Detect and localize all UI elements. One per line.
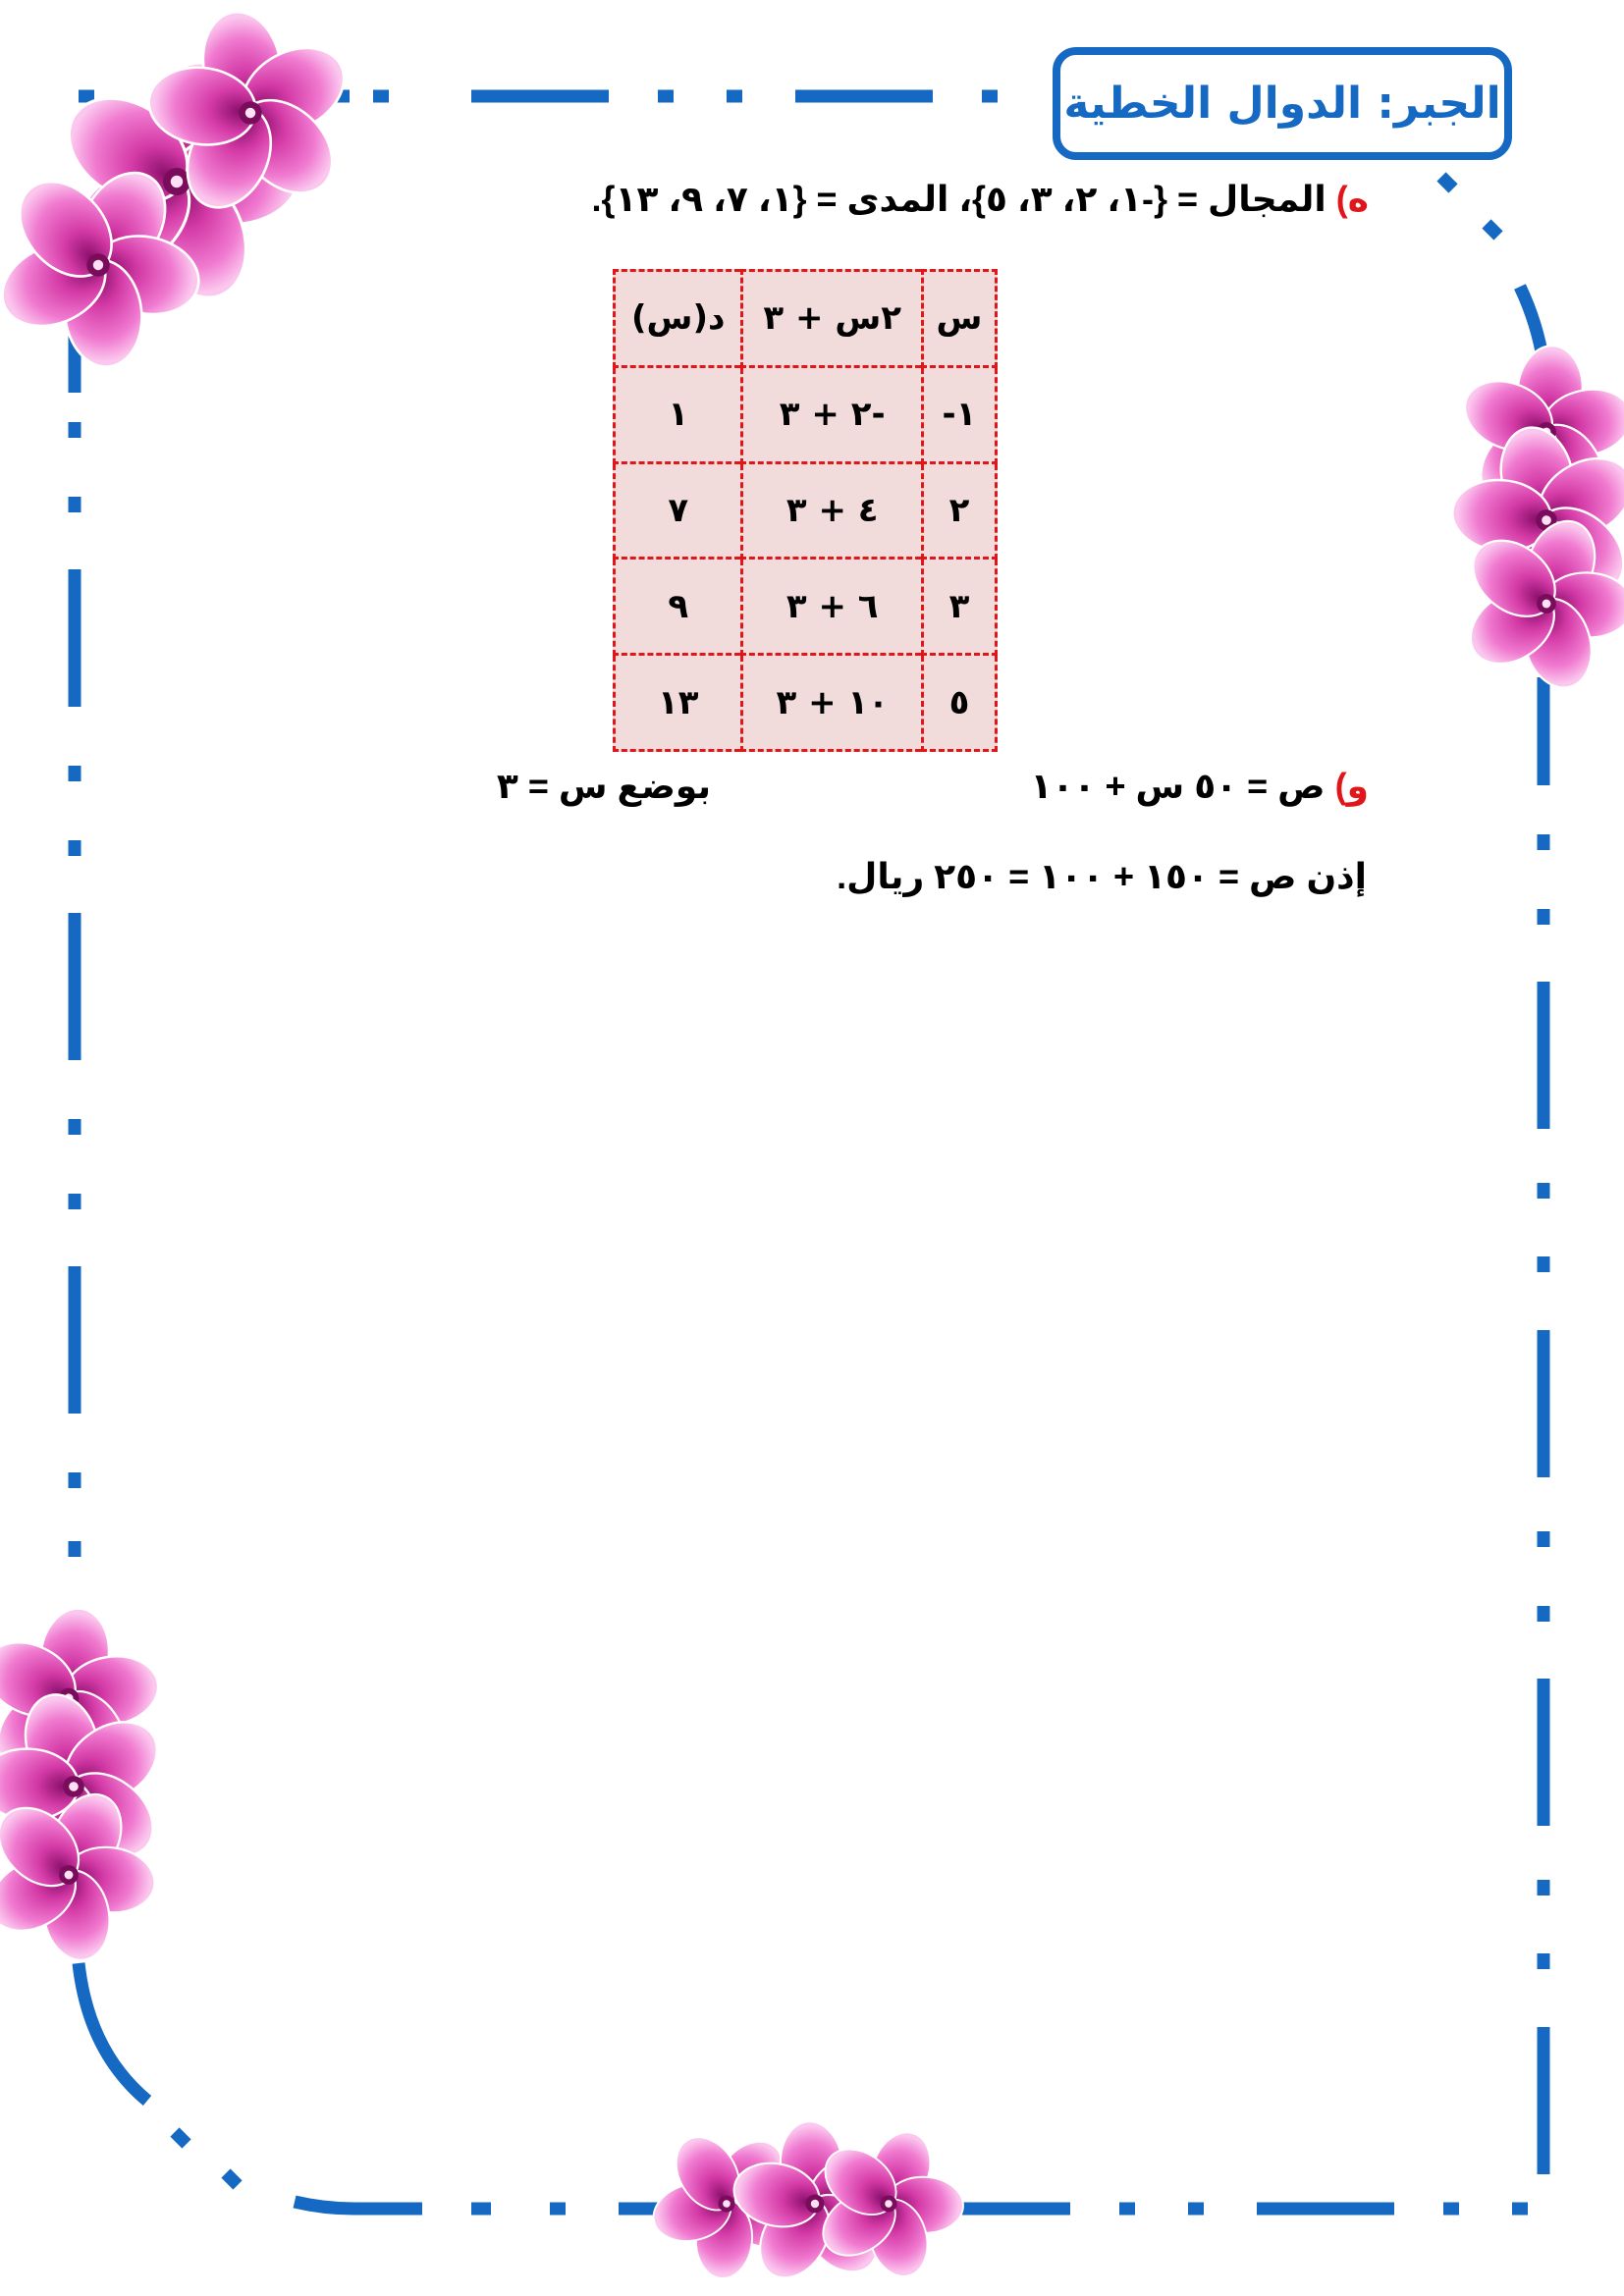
part-f-substitution: بوضع س = ٣ (496, 766, 711, 806)
table-row (615, 655, 997, 751)
flower-right (1429, 338, 1624, 719)
part-f-equation: ص = ٥٠ س + ١٠٠ (1030, 766, 1326, 806)
flower-top-left (0, 0, 376, 410)
table-cell: ٢ (922, 462, 996, 559)
table-cell: ٥ (922, 655, 996, 751)
table-row (615, 462, 997, 559)
table-header-cell: س (922, 271, 996, 367)
function-table (613, 269, 998, 752)
table-cell: ١٠ + ٣ (742, 655, 923, 751)
part-e-text: المجال = {-١، ٢، ٣، ٥}، المدى = {١، ٧، ٩، ١٣}. (591, 179, 1326, 219)
table-cell: ٧ (615, 462, 742, 559)
table-header-row (615, 271, 997, 367)
table-cell: ٣ (922, 559, 996, 655)
part-e-line (592, 179, 1369, 220)
table-row (615, 366, 997, 462)
part-f-result: إذن ص = ١٥٠ + ١٠٠ = ٢٥٠ ريال. (837, 856, 1367, 896)
flower-left-bottom (0, 1595, 196, 1995)
page-title: الجبر: الدوال الخطية (1063, 79, 1501, 129)
table-header-cell: د(س) (615, 271, 742, 367)
table-row (615, 559, 997, 655)
part-f-marker: و) (1334, 766, 1369, 806)
table-cell: ١- (922, 366, 996, 462)
table-cell: ٩ (615, 559, 742, 655)
table-cell: ١ (615, 366, 742, 462)
table-cell: ١٣ (615, 655, 742, 751)
table-cell: -٢ + ٣ (742, 366, 923, 462)
table-header-cell: ٢س + ٣ (742, 271, 923, 367)
title-box (1053, 47, 1512, 160)
flower-bottom (617, 2096, 990, 2296)
part-e-marker: ه) (1335, 179, 1369, 219)
table-cell: ٤ + ٣ (742, 462, 923, 559)
part-f-equation-line (1031, 766, 1369, 807)
table-cell: ٦ + ٣ (742, 559, 923, 655)
